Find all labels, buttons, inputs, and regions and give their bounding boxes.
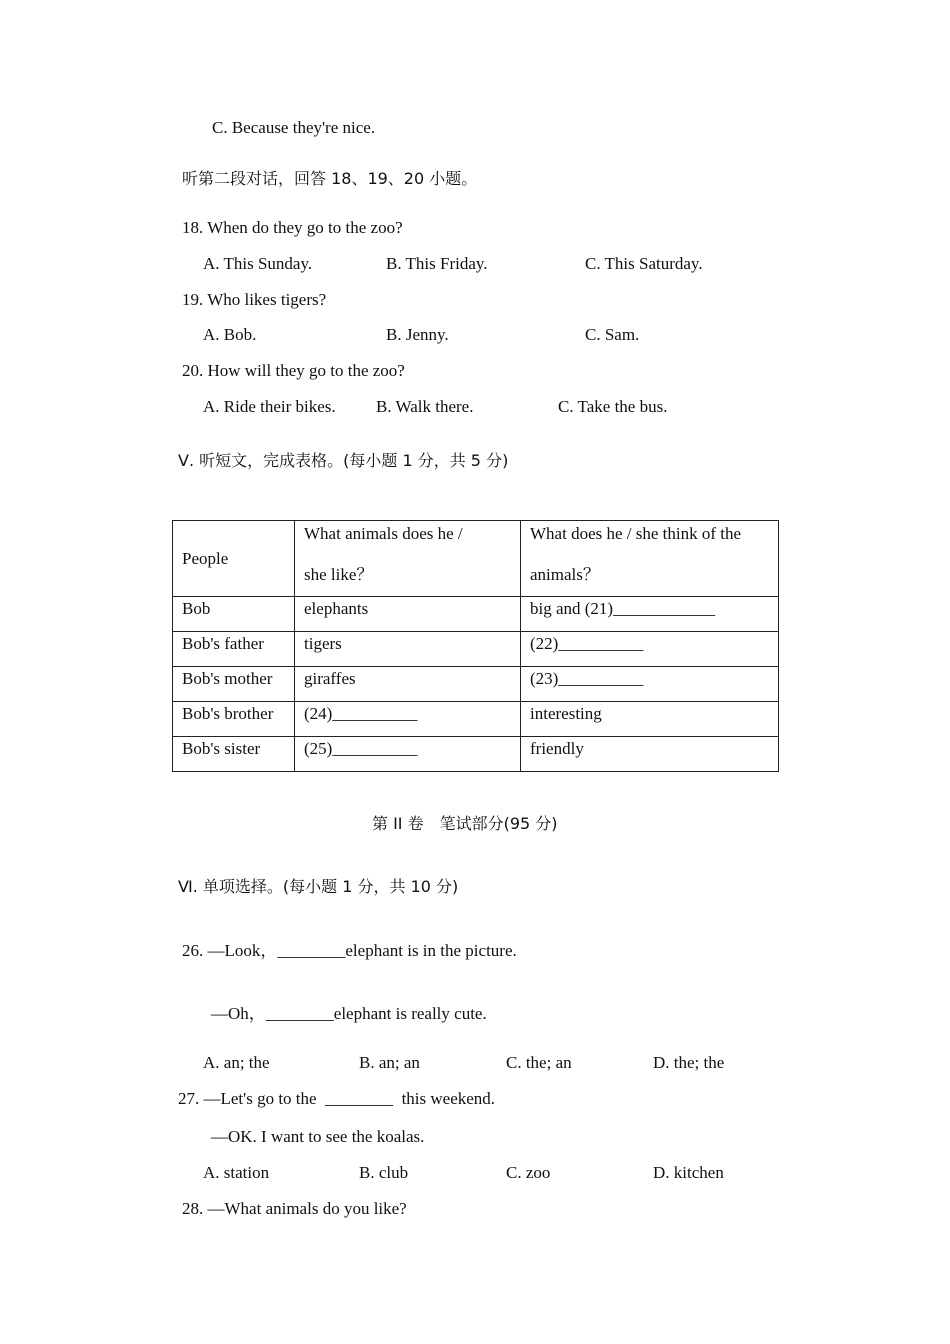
table-row	[173, 597, 779, 632]
cell-animal: tigers	[295, 632, 521, 667]
table-header-row	[173, 521, 779, 597]
part2-title: 第 II 卷 笔试部分(95 分)	[372, 814, 558, 833]
cell-opinion: (23)__________	[521, 667, 779, 702]
cell-opinion: big and (21)____________	[521, 597, 779, 632]
q28-line1: 28. —What animals do you like?	[182, 1199, 407, 1218]
q18-option-b: B. This Friday.	[386, 254, 488, 273]
q26-option-a: A. an; the	[203, 1053, 270, 1072]
q19-option-c: C. Sam.	[585, 325, 640, 344]
header-animals-liked: What animals does he / she like？	[295, 521, 521, 597]
q27-option-a: A. station	[203, 1163, 270, 1182]
cell-animal: elephants	[295, 597, 521, 632]
q19-option-b: B. Jenny.	[386, 325, 449, 344]
q26-line2: —Oh，________elephant is really cute.	[211, 1004, 487, 1023]
q27-option-d: D. kitchen	[653, 1163, 724, 1182]
q17-option-c: C. Because they're nice.	[212, 118, 376, 137]
animals-table	[172, 520, 779, 772]
cell-animal: (25)__________	[295, 737, 521, 772]
header-people: People	[173, 521, 295, 597]
q18-stem: 18. When do they go to the zoo?	[182, 218, 403, 237]
cell-opinion: (22)__________	[521, 632, 779, 667]
table-row	[173, 737, 779, 772]
section6-heading: Ⅵ. 单项选择。(每小题 1 分，共 10 分)	[178, 877, 459, 896]
cell-person: Bob's brother	[173, 702, 295, 737]
q27-line1: 27. —Let's go to the ________ this weekend.	[178, 1089, 496, 1108]
cell-opinion: friendly	[521, 737, 779, 772]
cell-animal: giraffes	[295, 667, 521, 702]
table-row	[173, 667, 779, 702]
q26-option-d: D. the; the	[653, 1053, 725, 1072]
q27-line2: —OK. I want to see the koalas.	[211, 1127, 425, 1146]
q19-option-a: A. Bob.	[203, 325, 257, 344]
table-row	[173, 702, 779, 737]
cell-person: Bob's father	[173, 632, 295, 667]
header-opinion: What does he / she think of the animals？	[521, 521, 779, 597]
dialog2-instruction: 听第二段对话，回答 18、19、20 小题。	[182, 169, 478, 188]
q18-option-a: A. This Sunday.	[203, 254, 313, 273]
cell-person: Bob's mother	[173, 667, 295, 702]
q18-option-c: C. This Saturday.	[585, 254, 703, 273]
q20-stem: 20. How will they go to the zoo?	[182, 361, 405, 380]
cell-person: Bob's sister	[173, 737, 295, 772]
q19-stem: 19. Who likes tigers?	[182, 290, 327, 309]
q26-option-c: C. the; an	[506, 1053, 572, 1072]
q20-option-a: A. Ride their bikes.	[203, 397, 336, 416]
table-row	[173, 632, 779, 667]
cell-animal: (24)__________	[295, 702, 521, 737]
section5-heading: Ⅴ. 听短文，完成表格。(每小题 1 分，共 5 分)	[178, 451, 509, 470]
q20-option-c: C. Take the bus.	[558, 397, 668, 416]
q27-option-b: B. club	[359, 1163, 409, 1182]
q20-option-b: B. Walk there.	[376, 397, 474, 416]
cell-opinion: interesting	[521, 702, 779, 737]
cell-person: Bob	[173, 597, 295, 632]
q27-option-c: C. zoo	[506, 1163, 551, 1182]
q26-option-b: B. an; an	[359, 1053, 420, 1072]
q26-line1: 26. —Look，________elephant is in the picture.	[182, 941, 517, 960]
